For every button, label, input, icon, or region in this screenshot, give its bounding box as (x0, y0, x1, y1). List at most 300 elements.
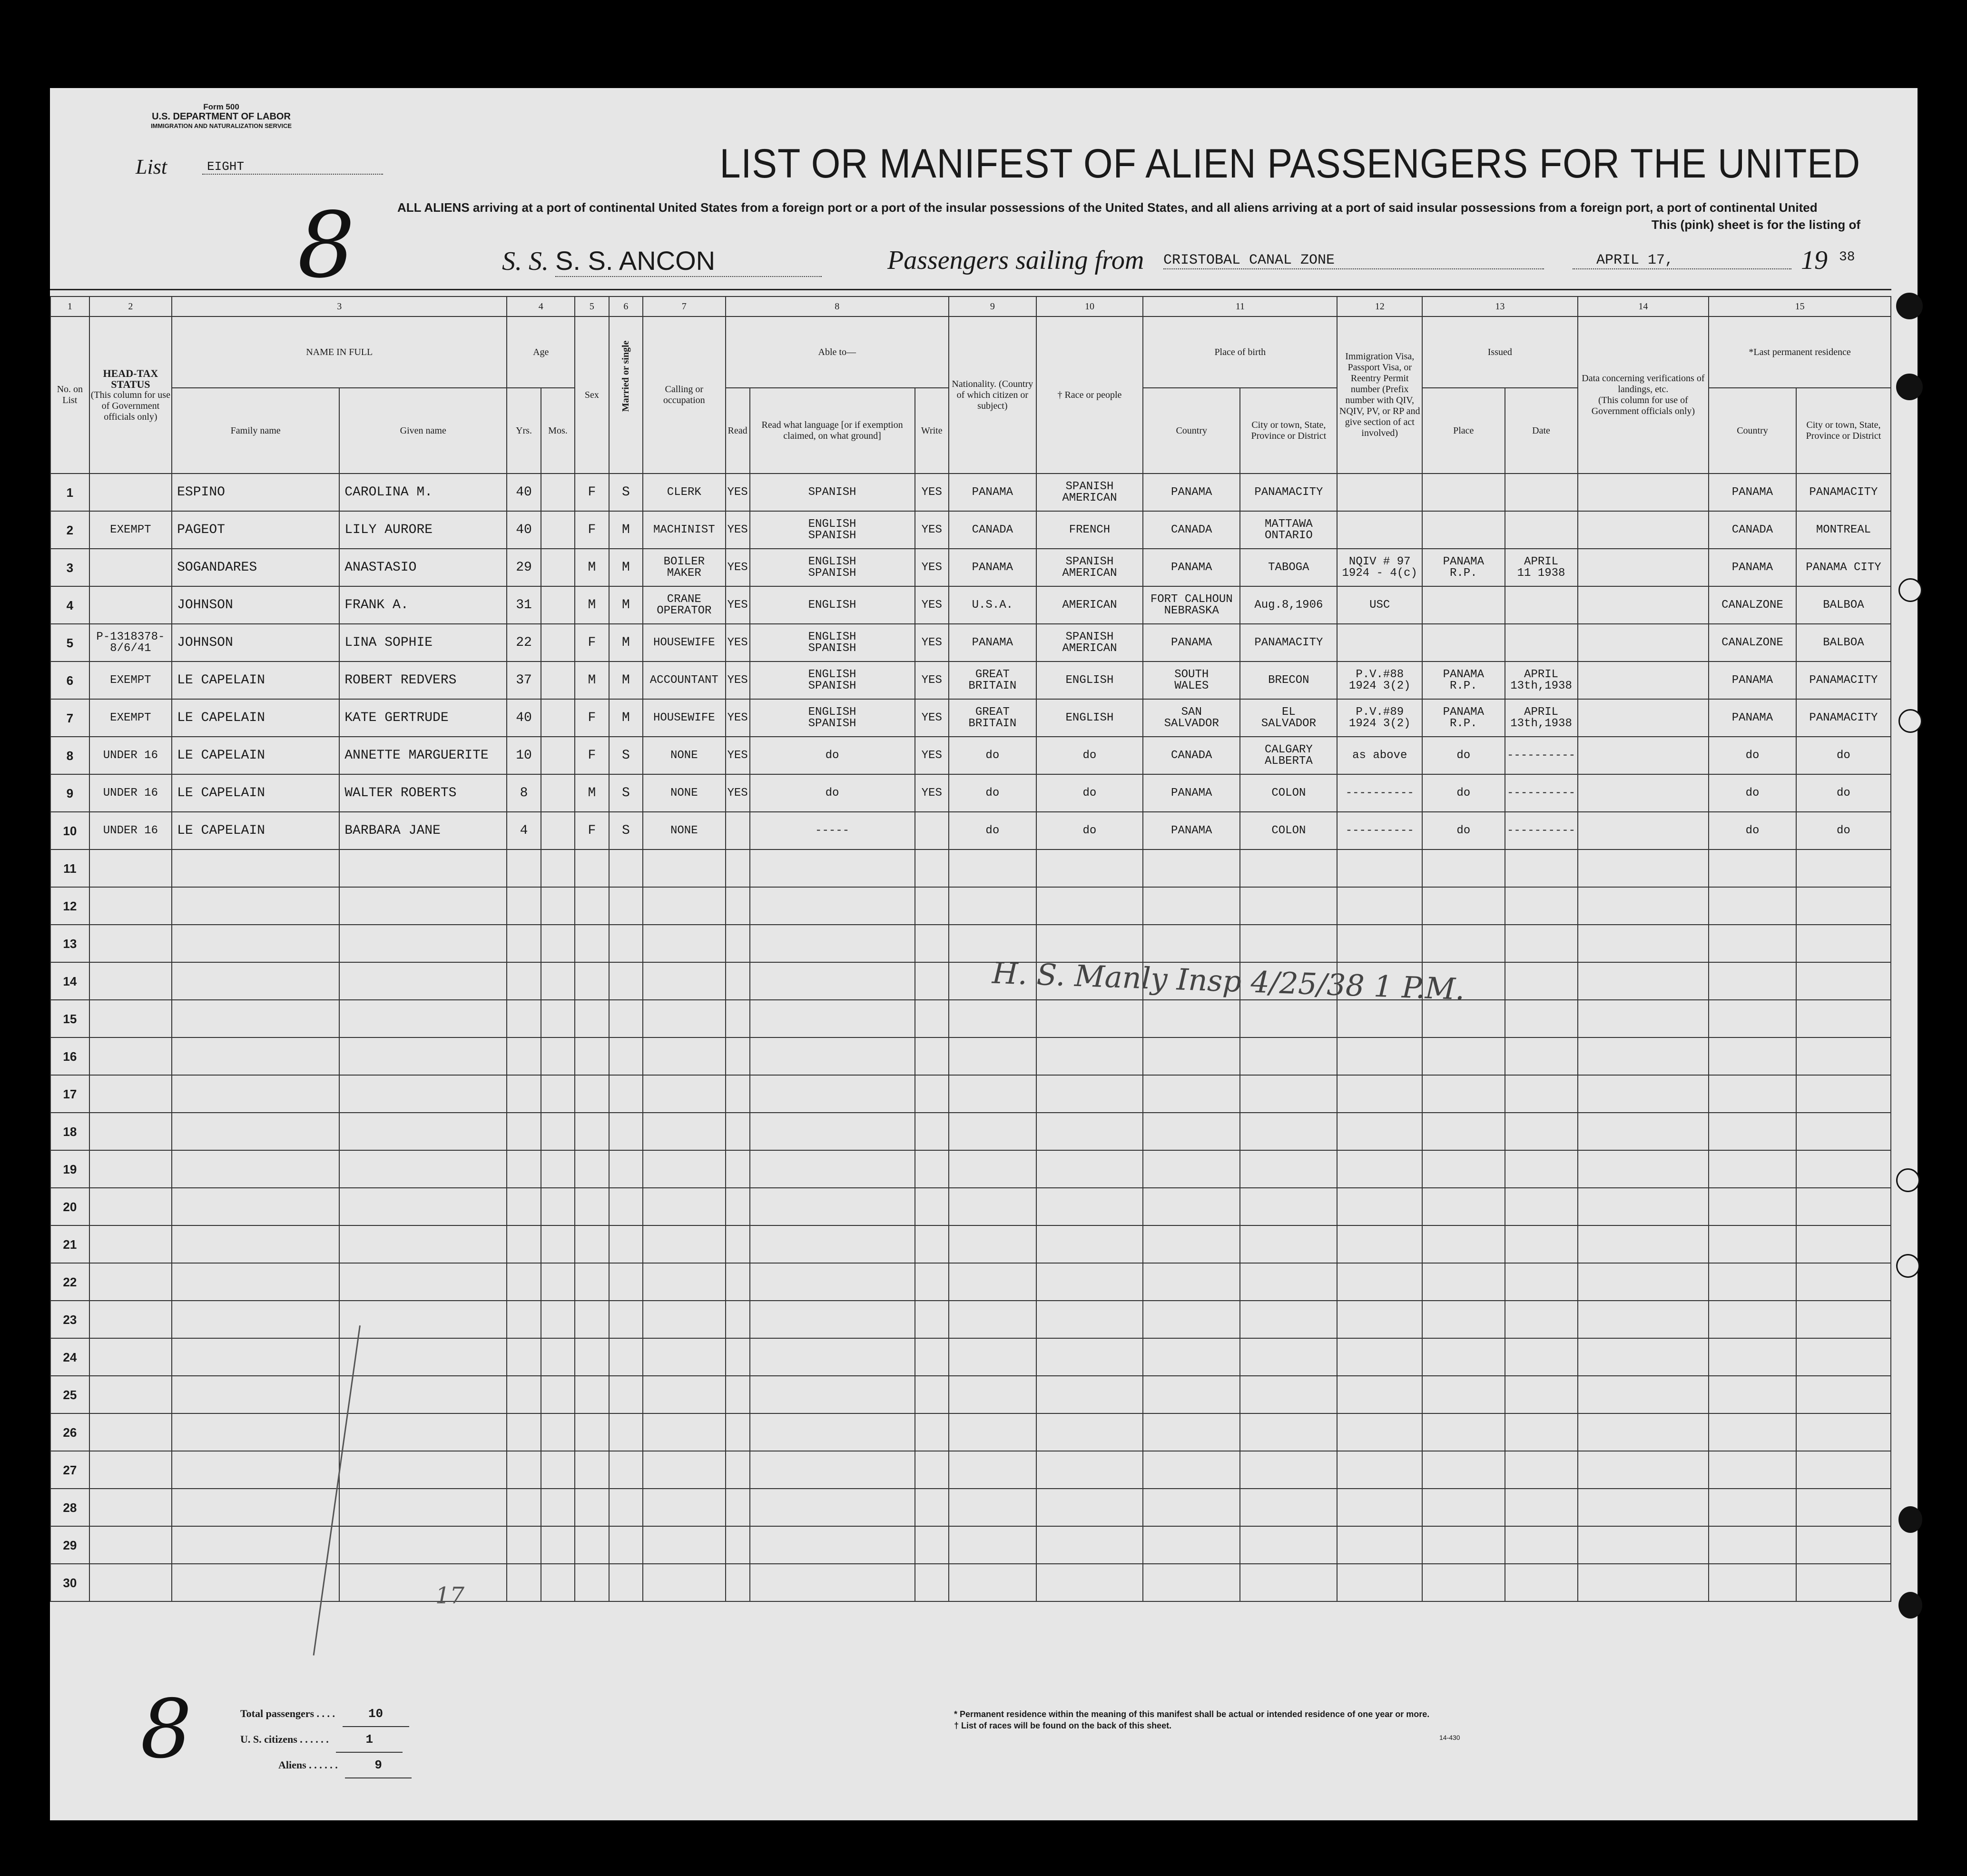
cell-occ (643, 1413, 725, 1451)
cell-rcity: PANAMACITY (1796, 662, 1891, 699)
cell-write: YES (915, 624, 949, 662)
cell-lang (750, 1564, 915, 1601)
cell-occ (643, 1564, 725, 1601)
cell-write (915, 812, 949, 849)
cell-mos (541, 1037, 575, 1075)
cell-read (726, 1413, 750, 1451)
cell-tax (89, 849, 172, 887)
cell-read: YES (726, 737, 750, 774)
cell-given (339, 887, 507, 925)
cell-write (915, 1037, 949, 1075)
cell-given: WALTER ROBERTS (339, 774, 507, 812)
cell-sex (575, 1000, 609, 1037)
cell-no: 3 (50, 549, 89, 586)
cell-race (1036, 1000, 1143, 1037)
cell-sex: F (575, 511, 609, 549)
cell-ms (609, 1225, 643, 1263)
cell-idate (1505, 624, 1578, 662)
cell-rcity (1796, 1037, 1891, 1075)
cell-nat (949, 1188, 1036, 1225)
cell-mos (541, 1188, 575, 1225)
cell-data (1578, 737, 1709, 774)
cell-ms (609, 1564, 643, 1601)
cell-iplace: PANAMA R.P. (1422, 549, 1505, 586)
cell-bcountry (1143, 1564, 1240, 1601)
binder-hole (1896, 293, 1923, 319)
cell-data (1578, 1376, 1709, 1413)
cell-family (172, 1301, 339, 1338)
cell-bcountry: PANAMA (1143, 774, 1240, 812)
cell-rcity (1796, 1451, 1891, 1489)
cell-nat (949, 1075, 1036, 1113)
cell-bcity: COLON (1240, 774, 1337, 812)
cell-yrs: 40 (507, 699, 541, 737)
cell-no: 5 (50, 624, 89, 662)
cell-yrs: 22 (507, 624, 541, 662)
cell-bcity: BRECON (1240, 662, 1337, 699)
cell-tax (89, 1301, 172, 1338)
cell-visa (1337, 887, 1422, 925)
cell-idate: ---------- (1505, 774, 1578, 812)
cell-no: 20 (50, 1188, 89, 1225)
header-issued-date: Date (1505, 388, 1578, 474)
cell-rcountry (1709, 1075, 1796, 1113)
cell-iplace (1422, 1301, 1505, 1338)
cell-nat: GREAT BRITAIN (949, 662, 1036, 699)
cell-visa (1337, 1413, 1422, 1451)
cell-sex: F (575, 624, 609, 662)
cell-sex (575, 1113, 609, 1150)
table-row (50, 1075, 1891, 1113)
cell-data (1578, 549, 1709, 586)
cell-visa (1337, 624, 1422, 662)
cell-write: YES (915, 549, 949, 586)
cell-bcountry: SAN SALVADOR (1143, 699, 1240, 737)
cell-rcountry (1709, 1188, 1796, 1225)
cell-yrs (507, 1037, 541, 1075)
cell-iplace: PANAMA R.P. (1422, 662, 1505, 699)
cell-given (339, 1075, 507, 1113)
manifest-table (50, 296, 1891, 1602)
cell-rcity: do (1796, 737, 1891, 774)
cell-visa (1337, 1338, 1422, 1376)
cell-sex (575, 1263, 609, 1301)
cell-nat (949, 1564, 1036, 1601)
cell-occ: MACHINIST (643, 511, 725, 549)
colnum-11: 11 (1143, 296, 1337, 316)
cell-bcity: PANAMACITY (1240, 624, 1337, 662)
cell-given (339, 962, 507, 1000)
cell-data (1578, 1225, 1709, 1263)
cell-read (726, 849, 750, 887)
cell-mos (541, 1000, 575, 1037)
table-row (50, 1188, 1891, 1225)
cell-rcity (1796, 1413, 1891, 1451)
cell-sex (575, 925, 609, 962)
cell-rcountry (1709, 1526, 1796, 1564)
cell-iplace (1422, 1451, 1505, 1489)
cell-no: 1 (50, 474, 89, 511)
header-place-of-birth: Place of birth (1143, 316, 1337, 388)
cell-read (726, 887, 750, 925)
cell-given: LILY AURORE (339, 511, 507, 549)
cell-bcountry (1143, 1225, 1240, 1263)
cell-family (172, 1489, 339, 1526)
header-married (609, 316, 643, 474)
cell-idate (1505, 511, 1578, 549)
data-concerning-note: (This column for use of Government officials only) (1591, 395, 1695, 416)
year-prefix: 19 (1801, 246, 1828, 275)
cell-idate (1505, 1150, 1578, 1188)
cell-given: ANNETTE MARGUERITE (339, 737, 507, 774)
cell-nat (949, 1263, 1036, 1301)
cell-bcity (1240, 1263, 1337, 1301)
cell-read (726, 925, 750, 962)
cell-occ (643, 1301, 725, 1338)
cell-yrs: 37 (507, 662, 541, 699)
colnum-13: 13 (1422, 296, 1578, 316)
cell-given: LINA SOPHIE (339, 624, 507, 662)
cell-no: 19 (50, 1150, 89, 1188)
cell-mos (541, 511, 575, 549)
cell-tax (89, 887, 172, 925)
cell-tax (89, 1263, 172, 1301)
cell-rcountry: PANAMA (1709, 662, 1796, 699)
cell-bcountry (1143, 1338, 1240, 1376)
cell-visa (1337, 1526, 1422, 1564)
cell-lang (750, 887, 915, 925)
colnum-14: 14 (1578, 296, 1709, 316)
table-row (50, 925, 1891, 962)
total-passengers-label: Total passengers (240, 1708, 315, 1719)
header-write: Write (915, 388, 949, 474)
cell-family (172, 962, 339, 1000)
cell-bcity (1240, 1376, 1337, 1413)
cell-lang: ENGLISH SPANISH (750, 511, 915, 549)
cell-bcity (1240, 925, 1337, 962)
inspector-signature: H. S. Manly Insp 4/25/38 1 P.M. (992, 955, 1465, 1007)
cell-ms (609, 849, 643, 887)
colnum-8: 8 (726, 296, 949, 316)
cell-occ (643, 1075, 725, 1113)
cell-sex: F (575, 737, 609, 774)
cell-read (726, 1263, 750, 1301)
cell-tax: UNDER 16 (89, 737, 172, 774)
cell-visa (1337, 925, 1422, 962)
cell-write: YES (915, 511, 949, 549)
cell-no: 2 (50, 511, 89, 549)
cell-rcity (1796, 1338, 1891, 1376)
instructions-text-2: This (pink) sheet is for the listing of (1651, 217, 1860, 232)
cell-occ (643, 962, 725, 1000)
cell-race: SPANISH AMERICAN (1036, 549, 1143, 586)
cell-mos (541, 1225, 575, 1263)
cell-no: 15 (50, 1000, 89, 1037)
cell-visa (1337, 1225, 1422, 1263)
cell-no: 8 (50, 737, 89, 774)
data-concerning-title: Data concerning verifications of landings, etc. (1582, 373, 1705, 395)
cell-write (915, 1075, 949, 1113)
grid-rule (50, 289, 1891, 290)
cell-lang (750, 962, 915, 1000)
cell-iplace (1422, 1188, 1505, 1225)
cell-nat: PANAMA (949, 624, 1036, 662)
cell-bcountry: FORT CALHOUN NEBRASKA (1143, 586, 1240, 624)
colnum-2: 2 (89, 296, 172, 316)
cell-race (1036, 1489, 1143, 1526)
cell-rcountry (1709, 1000, 1796, 1037)
cell-rcountry: PANAMA (1709, 699, 1796, 737)
cell-mos (541, 1263, 575, 1301)
table-row (50, 1489, 1891, 1526)
cell-yrs (507, 1263, 541, 1301)
cell-data (1578, 1263, 1709, 1301)
cell-rcountry (1709, 1263, 1796, 1301)
cell-data (1578, 1338, 1709, 1376)
header-data-concerning (1578, 316, 1709, 474)
cell-given: FRANK A. (339, 586, 507, 624)
header-country: Country (1143, 388, 1240, 474)
cell-bcity (1240, 1113, 1337, 1150)
cell-rcountry (1709, 1451, 1796, 1489)
cell-family (172, 887, 339, 925)
cell-iplace: do (1422, 812, 1505, 849)
cell-ms (609, 1150, 643, 1188)
cell-visa: ---------- (1337, 812, 1422, 849)
cell-no: 18 (50, 1113, 89, 1150)
cell-given: ANASTASIO (339, 549, 507, 586)
cell-write (915, 1113, 949, 1150)
cell-given (339, 1376, 507, 1413)
department-name: U.S. DEPARTMENT OF LABOR (152, 111, 291, 122)
cell-bcity (1240, 1150, 1337, 1188)
cell-rcountry (1709, 887, 1796, 925)
table-row (50, 511, 1891, 549)
cell-yrs: 29 (507, 549, 541, 586)
cell-race (1036, 887, 1143, 925)
cell-ms (609, 1338, 643, 1376)
cell-rcity (1796, 849, 1891, 887)
cell-idate (1505, 1489, 1578, 1526)
colnum-15: 15 (1709, 296, 1891, 316)
cell-mos (541, 1489, 575, 1526)
cell-race (1036, 1564, 1143, 1601)
cell-race (1036, 1225, 1143, 1263)
cell-family (172, 1263, 339, 1301)
cell-occ (643, 1113, 725, 1150)
cell-iplace (1422, 1113, 1505, 1150)
cell-race: do (1036, 774, 1143, 812)
cell-read: YES (726, 699, 750, 737)
cell-data (1578, 699, 1709, 737)
cell-race: SPANISH AMERICAN (1036, 474, 1143, 511)
cell-rcountry (1709, 1489, 1796, 1526)
aliens-label: Aliens (278, 1759, 306, 1771)
form-code: 14-430 (1439, 1734, 1460, 1741)
cell-family: LE CAPELAIN (172, 812, 339, 849)
cell-rcity (1796, 925, 1891, 962)
header-calling: Calling or occupation (643, 316, 725, 474)
cell-race (1036, 1338, 1143, 1376)
cell-family: PAGEOT (172, 511, 339, 549)
cell-idate: ---------- (1505, 737, 1578, 774)
cell-rcountry: CANALZONE (1709, 586, 1796, 624)
table-row (50, 1225, 1891, 1263)
cell-mos (541, 925, 575, 962)
cell-ms (609, 1526, 643, 1564)
cell-iplace (1422, 1413, 1505, 1451)
cell-sex: F (575, 812, 609, 849)
cell-bcountry: PANAMA (1143, 549, 1240, 586)
cell-sex (575, 1526, 609, 1564)
cell-iplace (1422, 586, 1505, 624)
cell-tax (89, 1225, 172, 1263)
cell-bcountry (1143, 1263, 1240, 1301)
cell-nat (949, 1150, 1036, 1188)
cell-data (1578, 662, 1709, 699)
cell-read (726, 1075, 750, 1113)
cell-mos (541, 699, 575, 737)
header-last-residence: *Last permanent residence (1709, 316, 1891, 388)
cell-iplace: do (1422, 737, 1505, 774)
cell-rcity (1796, 1526, 1891, 1564)
cell-tax (89, 1037, 172, 1075)
married-label: Married or single (620, 340, 631, 412)
cell-nat (949, 1338, 1036, 1376)
cell-lang (750, 1000, 915, 1037)
cell-lang (750, 1225, 915, 1263)
header-read-language: Read what language [or if exemption claimed, on what ground] (750, 388, 915, 474)
cell-bcountry (1143, 1301, 1240, 1338)
cell-iplace (1422, 511, 1505, 549)
cell-tax (89, 925, 172, 962)
cell-ms (609, 1489, 643, 1526)
manifest-sheet (50, 88, 1918, 1820)
cell-idate (1505, 1263, 1578, 1301)
cell-iplace (1422, 1564, 1505, 1601)
cell-data (1578, 1451, 1709, 1489)
cell-rcountry (1709, 1150, 1796, 1188)
cell-family (172, 1376, 339, 1413)
table-row (50, 624, 1891, 662)
cell-ms (609, 962, 643, 1000)
cell-bcountry (1143, 1489, 1240, 1526)
cell-visa (1337, 474, 1422, 511)
footnote-residence: * Permanent residence within the meaning of this manifest shall be actual or intended residence of one year or more. (954, 1709, 1430, 1719)
cell-nat: do (949, 737, 1036, 774)
cell-data (1578, 1489, 1709, 1526)
cell-bcountry (1143, 849, 1240, 887)
cell-family: JOHNSON (172, 624, 339, 662)
cell-read (726, 1037, 750, 1075)
colnum-3: 3 (172, 296, 507, 316)
cell-given: CAROLINA M. (339, 474, 507, 511)
cell-data (1578, 1037, 1709, 1075)
cell-rcountry: PANAMA (1709, 549, 1796, 586)
cell-occ: NONE (643, 737, 725, 774)
cell-bcity (1240, 1413, 1337, 1451)
binder-hole (1896, 1168, 1920, 1192)
cell-tax (89, 1150, 172, 1188)
cell-read (726, 1188, 750, 1225)
cell-idate (1505, 1451, 1578, 1489)
cell-mos (541, 1113, 575, 1150)
table-row (50, 1376, 1891, 1413)
head-tax-note: (This column for use of Government officials only) (90, 389, 170, 422)
cell-rcity: do (1796, 812, 1891, 849)
cell-given (339, 1113, 507, 1150)
cell-bcity (1240, 1526, 1337, 1564)
cell-mos (541, 1376, 575, 1413)
cell-occ: BOILER MAKER (643, 549, 725, 586)
cell-bcity (1240, 1451, 1337, 1489)
cell-nat (949, 1301, 1036, 1338)
manifest-rows (50, 474, 1891, 1601)
cell-idate (1505, 849, 1578, 887)
cell-race (1036, 1263, 1143, 1301)
cell-given (339, 1338, 507, 1376)
cell-rcity (1796, 1489, 1891, 1526)
year-suffix: 38 (1839, 250, 1855, 265)
header-race: † Race or people (1036, 316, 1143, 474)
cell-occ: HOUSEWIFE (643, 624, 725, 662)
cell-mos (541, 812, 575, 849)
cell-tax (89, 474, 172, 511)
cell-mos (541, 774, 575, 812)
total-passengers-line: Total passengers . . . . 10 (240, 1701, 412, 1727)
cell-write (915, 1000, 949, 1037)
cell-sex: M (575, 662, 609, 699)
cell-yrs: 8 (507, 774, 541, 812)
cell-yrs (507, 1338, 541, 1376)
cell-bcountry: CANADA (1143, 737, 1240, 774)
cell-lang (750, 849, 915, 887)
table-row (50, 1301, 1891, 1338)
cell-mos (541, 624, 575, 662)
header-issued: Issued (1422, 316, 1578, 388)
cell-occ: CLERK (643, 474, 725, 511)
cell-iplace (1422, 1489, 1505, 1526)
cell-lang (750, 1526, 915, 1564)
cell-tax: UNDER 16 (89, 774, 172, 812)
cell-read (726, 1000, 750, 1037)
cell-lang: ENGLISH (750, 586, 915, 624)
cell-yrs (507, 962, 541, 1000)
cell-write: YES (915, 774, 949, 812)
cell-sex (575, 1301, 609, 1338)
cell-data (1578, 774, 1709, 812)
cell-write (915, 1451, 949, 1489)
cell-family (172, 1000, 339, 1037)
cell-rcity: BALBOA (1796, 624, 1891, 662)
cell-tax (89, 1564, 172, 1601)
cell-occ: ACCOUNTANT (643, 662, 725, 699)
cell-occ: HOUSEWIFE (643, 699, 725, 737)
cell-idate: APRIL 11 1938 (1505, 549, 1578, 586)
cell-bcity (1240, 849, 1337, 887)
cell-no: 17 (50, 1075, 89, 1113)
cell-read (726, 1338, 750, 1376)
cell-no: 26 (50, 1413, 89, 1451)
cell-family (172, 1188, 339, 1225)
table-row (50, 474, 1891, 511)
cell-no: 30 (50, 1564, 89, 1601)
table-row (50, 887, 1891, 925)
cell-nat (949, 1413, 1036, 1451)
cell-given (339, 1263, 507, 1301)
cell-read (726, 1526, 750, 1564)
us-citizens-value: 1 (336, 1727, 403, 1753)
